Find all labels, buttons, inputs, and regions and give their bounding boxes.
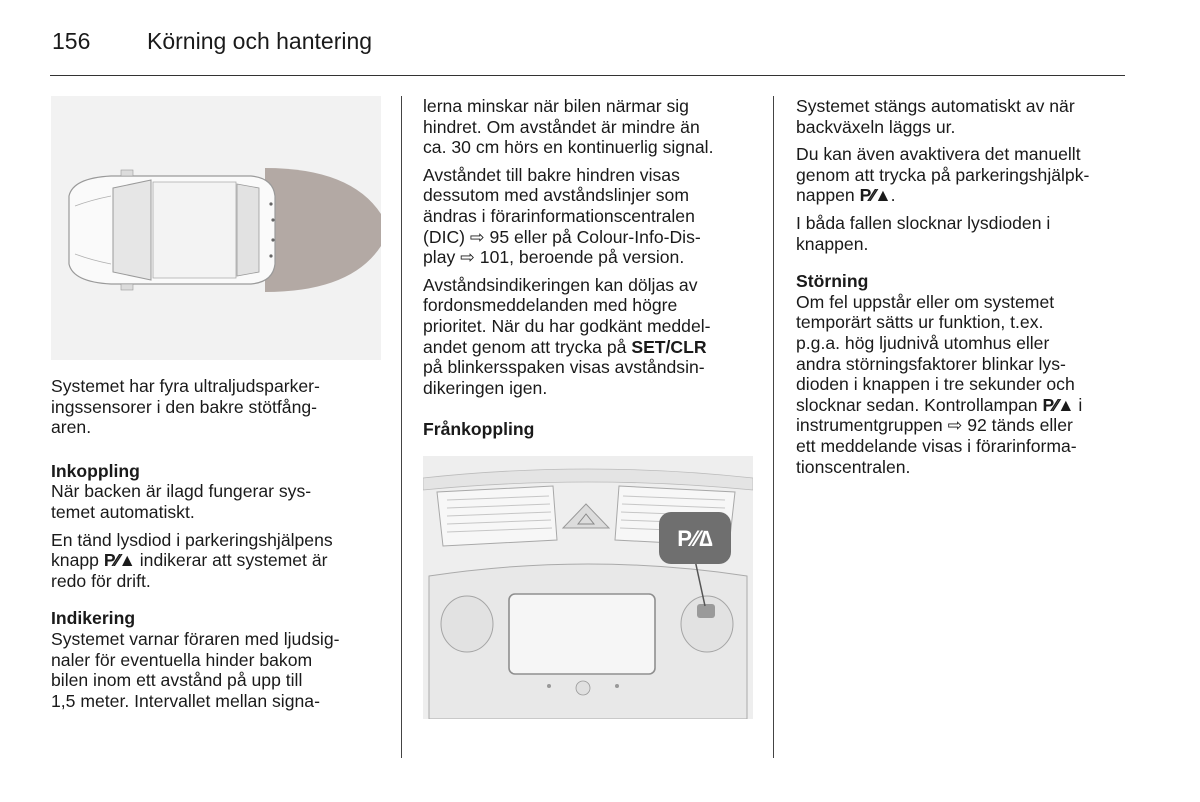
paragraph bbox=[423, 165, 758, 268]
text-line: naler för eventuella hinder bakom bbox=[51, 649, 313, 670]
text-line: ett meddelande visas i förarinforma- bbox=[796, 435, 1077, 456]
section-heading-frankoppling: Frånkoppling bbox=[423, 419, 535, 440]
text-line: hindret. Om avståndet är mindre än bbox=[423, 116, 700, 137]
paragraph bbox=[796, 96, 1126, 137]
text-line: knapp P⁄⁄▲ indikerar att systemet är bbox=[51, 550, 328, 571]
text-line: I båda fallen slocknar lysdioden i bbox=[796, 212, 1051, 233]
section-heading-inkoppling: Inkoppling bbox=[51, 460, 140, 481]
text-line: Systemet har fyra ultraljudsparker- bbox=[51, 376, 320, 396]
text-line: aren. bbox=[51, 417, 92, 438]
text-line: temet automatiskt. bbox=[51, 501, 195, 522]
text-line: instrumentgruppen ⇨ 92 tänds eller bbox=[796, 415, 1073, 436]
text-line: play ⇨ 101, beroende på version. bbox=[423, 247, 685, 268]
text-line: dioden i knappen i tre sekunder och bbox=[796, 374, 1075, 395]
column-divider bbox=[401, 96, 402, 758]
column-3 bbox=[796, 96, 1126, 484]
text-line: Avståndet till bakre hindren visas bbox=[423, 164, 680, 185]
set-clr-label: SET/CLR bbox=[631, 336, 707, 357]
storning-paragraph bbox=[796, 292, 1126, 477]
text-line: ingssensorer i den bakre stötfång- bbox=[51, 396, 318, 417]
park-assist-symbol-icon: P⁄⁄▲ bbox=[859, 185, 891, 206]
text-line: slocknar sedan. Kontrollampan P⁄⁄▲ i bbox=[796, 394, 1083, 415]
text-line: fordonsmeddelanden med högre bbox=[423, 295, 678, 316]
inkoppling-paragraph-1 bbox=[51, 481, 381, 522]
column-2 bbox=[423, 96, 758, 719]
section-heading-indikering: Indikering bbox=[51, 608, 136, 629]
text-line: Avståndsindikeringen kan döljas av bbox=[423, 274, 698, 295]
text-line: knappen. bbox=[796, 233, 869, 254]
text-line: lerna minskar när bilen närmar sig bbox=[423, 96, 689, 116]
page-title: Körning och hantering bbox=[147, 28, 373, 54]
text-line: bilen inom ett avstånd på upp till bbox=[51, 670, 303, 691]
text-line: dessutom med avståndslinjer som bbox=[423, 185, 689, 206]
paragraph bbox=[796, 144, 1126, 206]
text-line: på blinkersspaken visas avståndsin- bbox=[423, 357, 705, 378]
text-line: p.g.a. hög ljudnivå utomhus eller bbox=[796, 332, 1050, 353]
car-sensor-illustration bbox=[51, 96, 381, 360]
inkoppling-paragraph-2 bbox=[51, 530, 381, 592]
text-line: genom att trycka på parkeringshjälpk- bbox=[796, 164, 1090, 185]
text-line: andet genom att trycka på SET/CLR bbox=[423, 336, 707, 357]
column-divider bbox=[773, 96, 774, 758]
page-header bbox=[50, 26, 1125, 76]
text-line: nappen P⁄⁄▲. bbox=[796, 185, 896, 206]
park-assist-symbol-icon: P⁄⁄▲ bbox=[103, 550, 135, 571]
text-line: (DIC) ⇨ 95 eller på Colour-Info-Dis- bbox=[423, 226, 701, 247]
text-line: ca. 30 cm hörs en kontinuerlig signal. bbox=[423, 137, 714, 158]
text-line: Om fel uppstår eller om systemet bbox=[796, 291, 1055, 312]
car-top-view-icon bbox=[51, 96, 381, 360]
text-line: När backen är ilagd fungerar sys- bbox=[51, 481, 312, 502]
park-assist-symbol-icon: P⁄⁄▲ bbox=[1042, 394, 1074, 415]
intro-paragraph bbox=[51, 376, 381, 438]
section-heading-storning: Störning bbox=[796, 271, 869, 292]
text-line: 1,5 meter. Intervallet mellan signa- bbox=[51, 690, 320, 711]
text-line: prioritet. När du har godkänt meddel- bbox=[423, 315, 711, 336]
text-line: temporärt sätts ur funktion, t.ex. bbox=[796, 312, 1044, 333]
text-line: redo för drift. bbox=[51, 570, 151, 591]
indikering-paragraph bbox=[51, 629, 381, 711]
text-line: En tänd lysdiod i parkeringshjälpens bbox=[51, 529, 333, 550]
park-assist-button-callout: P⁄⁄∆ bbox=[677, 525, 713, 551]
text-line: Systemet varnar föraren med ljudsig- bbox=[51, 628, 340, 649]
paragraph bbox=[423, 275, 758, 399]
text-line: dikeringen igen. bbox=[423, 377, 548, 398]
paragraph bbox=[796, 213, 1126, 254]
dashboard-illustration bbox=[423, 456, 753, 719]
paragraph bbox=[423, 96, 758, 158]
text-line: andra störningsfaktorer blinkar lys- bbox=[796, 353, 1066, 374]
text-line: Du kan även avaktivera det manuellt bbox=[796, 144, 1081, 165]
column-1 bbox=[51, 96, 381, 718]
text-line: backväxeln läggs ur. bbox=[796, 116, 956, 137]
text-line: tionscentralen. bbox=[796, 456, 911, 477]
dashboard-icon bbox=[423, 456, 753, 719]
text-line: Systemet stängs automatiskt av när bbox=[796, 96, 1075, 116]
text-line: ändras i förarinformationscentralen bbox=[423, 205, 695, 226]
page-number: 156 bbox=[52, 28, 91, 54]
